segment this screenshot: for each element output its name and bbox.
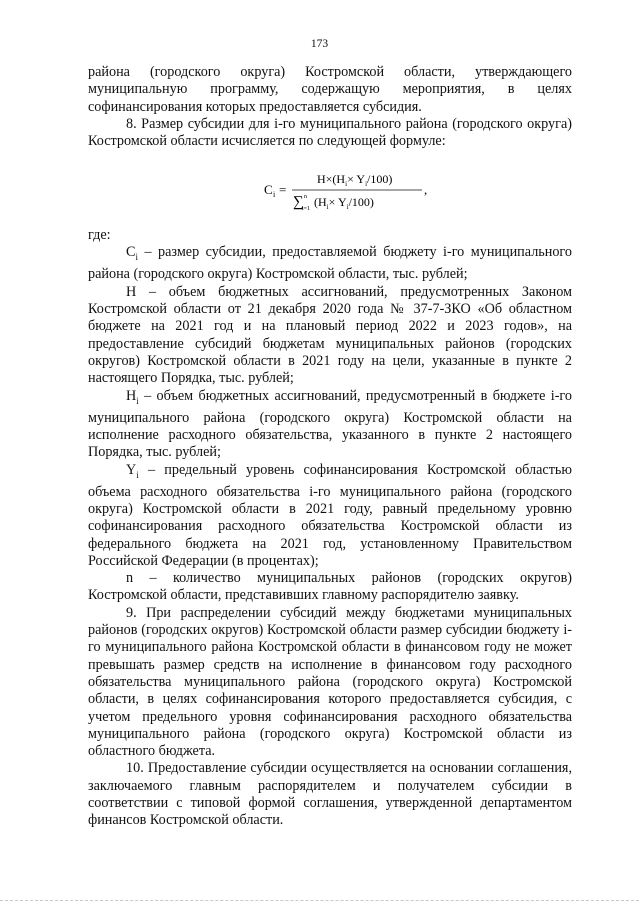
definition-yi-sub: i [136, 469, 139, 480]
definition-yi-symbol: Y [126, 461, 137, 478]
page-number: 173 [310, 38, 329, 50]
definition-n: n – количество муниципальных районов (городских округов) Костромской области, представивших главному распорядителю заявку. [88, 570, 572, 604]
subsidy-formula [262, 168, 462, 212]
definition-ci-symbol: C [126, 244, 136, 261]
paragraph-continued: района (городского округа) Костромской области, утверждающего муниципальную программу, содержащую мероприятия, в целях софинансирования которых предоставляется субсидия. [88, 64, 572, 115]
definition-ci [88, 244, 572, 283]
paragraph-8: 8. Размер субсидии для i-го муниципального района (городского округа) Костромской области исчисляется по следующей формуле: [88, 115, 572, 150]
page-bottom-edge [0, 900, 639, 901]
where-label: где: [88, 227, 111, 243]
sum-lower: i=1 [302, 206, 311, 212]
definition-hi [88, 388, 572, 462]
formula-svg [262, 168, 462, 214]
sum-symbol: ∑ [293, 194, 304, 210]
definition-hi-symbol: H [126, 387, 137, 404]
definition-yi [88, 462, 572, 571]
formula-lhs-sub: i [273, 190, 276, 199]
formula-numerator: $H\times(H_i\times Y_i/100)$ [317, 172, 393, 188]
paragraph-9: 9. При распределении субсидий между бюджетами муниципальных районов (городских округов) Костромской области размер субсидии бюджету i-го муниципального района Костромской области в финансовом году не может превышать размер средств на исполнение в финансовом году расходного обязательства муниципального района (городского округа) Костромской области, в целях софинансирования которого предоставляется субсидия, с учетом предельного уровня софинансирования расходного обязательства муниципального района (городского округа) Костромской области из областного бюджета. [88, 604, 572, 760]
definition-ci-text: – размер субсидии, предоставляемой бюджету i-го муниципального района (городского округа) Костромской области, тыс. рублей; [88, 244, 572, 283]
paragraph-10: 10. Предоставление субсидии осуществляется на основании соглашения, заключаемого главным распорядителем и получателем субсидии в соответствии с типовой формой соглашения, утвержденной департаментом финансов Костромской области. [88, 760, 572, 829]
definition-hi-sub: i [136, 395, 139, 406]
formula-lhs: C [264, 182, 273, 197]
formula-equals: = [279, 182, 287, 197]
formula-denominator: $(H_i\times Y_i/100)$ [314, 195, 374, 211]
definition-hi-text: – объем бюджетных ассигнований, предусмотренный в бюджете i-го муниципального района (городского округа) Костромской области на исполнение расходного обязательства, указанного в пункте 2 настоящего Порядка, тыс. рублей; [88, 387, 572, 461]
text-block-main [88, 227, 572, 830]
formula-trailing-comma: , [424, 182, 428, 197]
sum-upper: n [304, 194, 307, 200]
definition-yi-text: – предельный уровень софинансирования Костромской областью объема расходного обязательства i-го муниципального района (городского округа) Костромской области в 2021 году, равный предельному уровню софинансирования расходного обязательства Костромской области из федерального бюджета на 2021 год, установленному Правительством Российской Федерации (в процентах); [88, 461, 572, 569]
text-block-top [88, 64, 572, 150]
definition-h: H – объем бюджетных ассигнований, предусмотренных Законом Костромской области от 21 декабря 2020 года № 37-7-ЗКО «Об областном бюджете на 2021 год и на плановый период 2022 и 2023 годов», на предоставление субсидий бюджетам муниципальных районов (городских округов) Костромской области в 2021 году на цели, указанные в пункте 2 настоящего Порядка, тыс. рублей; [88, 283, 572, 387]
definition-ci-sub: i [135, 252, 138, 263]
